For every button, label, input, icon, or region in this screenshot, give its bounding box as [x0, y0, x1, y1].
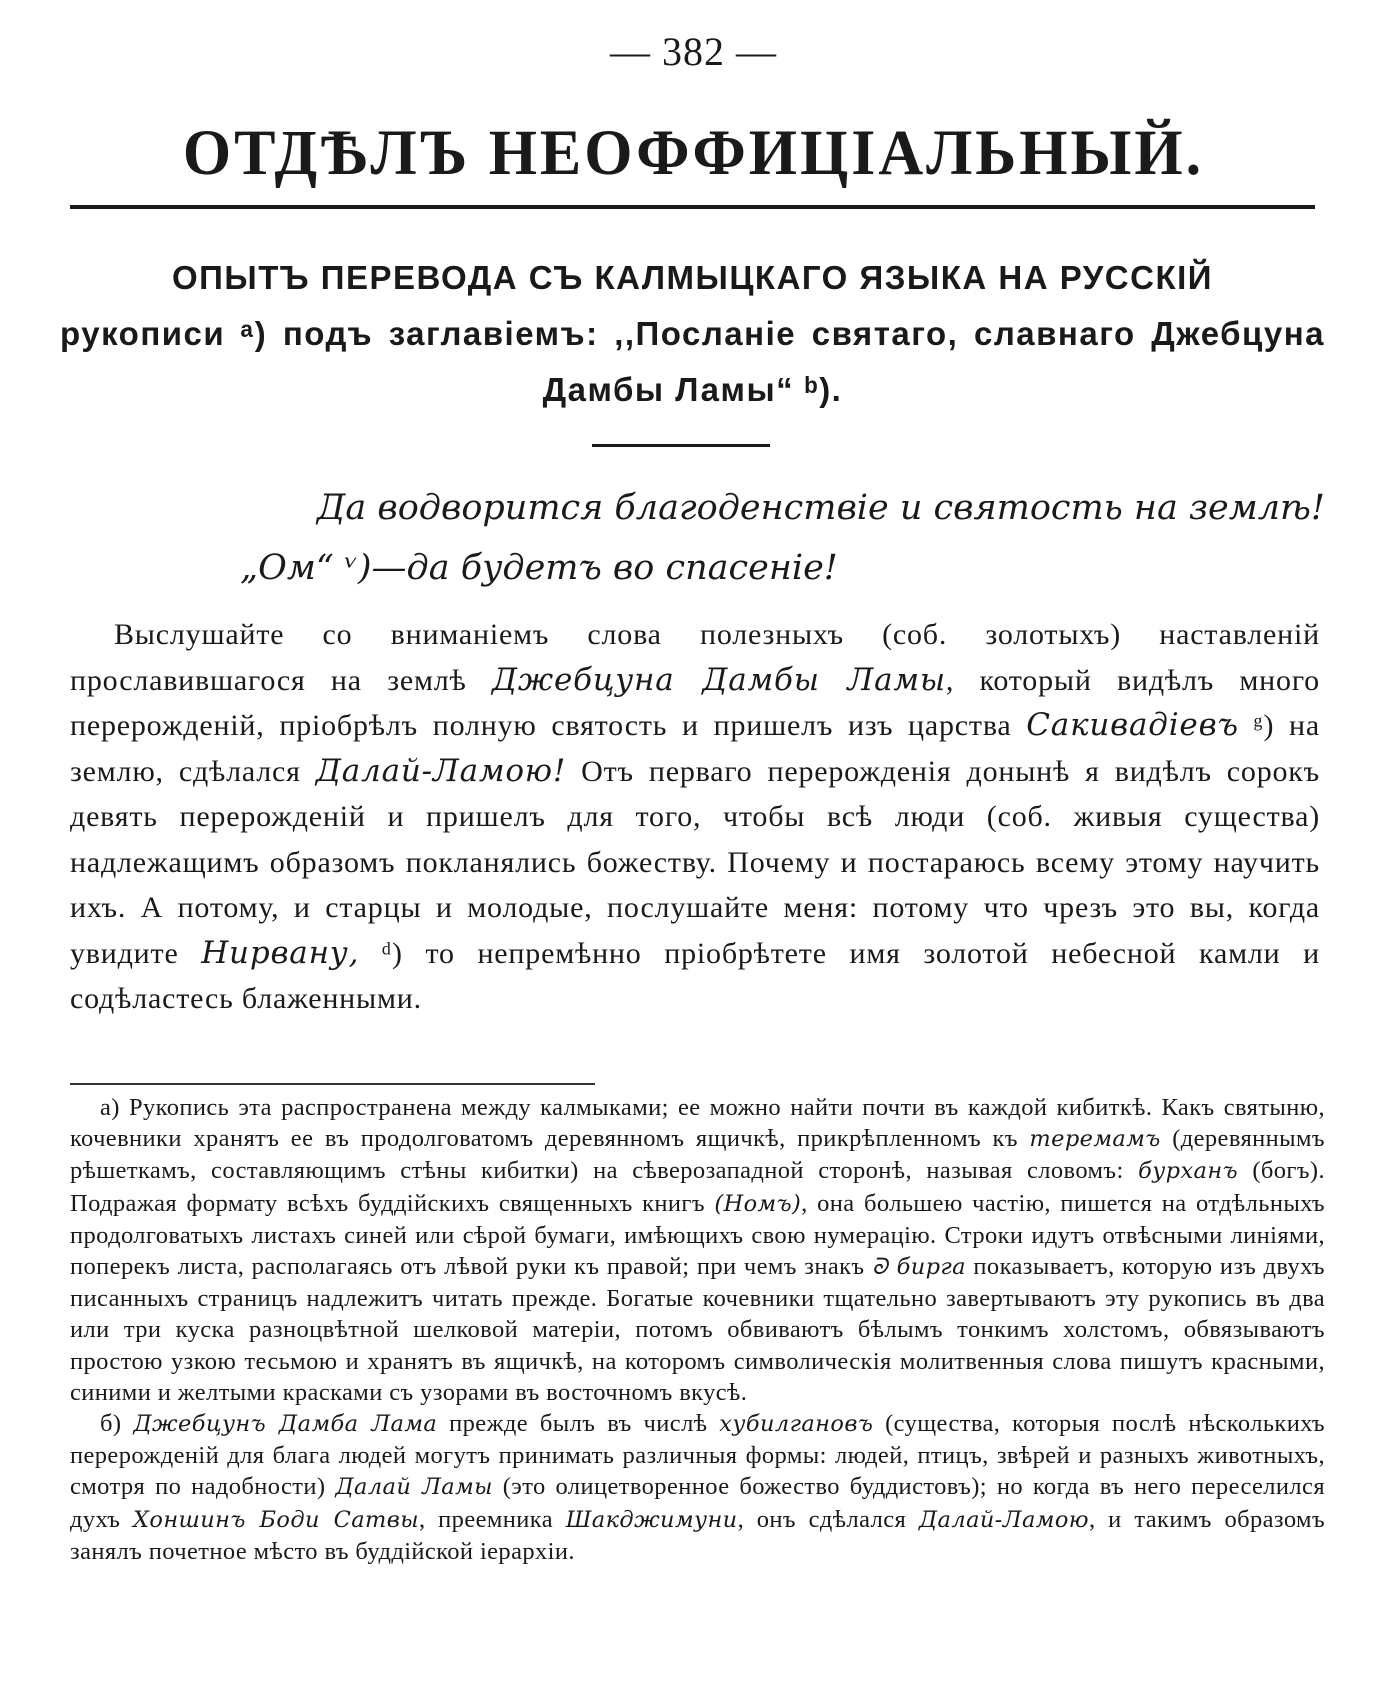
- footnote-text: (существа, которыя послѣ нѣсколькихъ перерожденій для блага людей могутъ принимать различныя формы: людей, птицъ, звѣрей и разныхъ животныхъ, смотря по надобности): [70, 1410, 1325, 1501]
- footnote-a: [70, 1092, 1325, 1408]
- footnote-emphasis: теремамъ: [1029, 1126, 1161, 1153]
- section-title: ОТДѢЛЪ НЕОФФИЦІАЛЬНЫЙ.: [182, 117, 1205, 189]
- body-emphasis: Джебцуна Дамбы Ламы: [491, 661, 946, 698]
- footnote-text: , онъ сдѣлался: [737, 1505, 919, 1533]
- footnote-emphasis: Хоншинъ Боди Сатвы: [132, 1506, 419, 1533]
- footnote-emphasis: Далай-Ламою: [918, 1506, 1089, 1533]
- footnote-emphasis: Шакджимуни: [565, 1506, 738, 1533]
- body-emphasis: Далай-Ламою!: [315, 752, 567, 789]
- footnote-text: а) Рукопись эта распространена между калмыками; ее можно найти почти въ каждой кибиткѣ. Какъ святыню, кочевники хранятъ ее въ продолговатомъ деревянномъ ящичкѣ, прикрѣпленномъ къ: [70, 1094, 1325, 1153]
- footnote-emphasis: Далай Ламы: [335, 1474, 493, 1501]
- footnote-emphasis: Джебцунъ Дамба Лама: [133, 1411, 438, 1438]
- footnote-emphasis: бурханъ: [1138, 1158, 1238, 1185]
- footnote-text: показываетъ, которую изъ двухъ писанныхъ страницъ надлежитъ читать прежде. Богатые кочевники тщательно завертываютъ эту рукопись въ два или три куска разноцвѣтной шелковой матеріи, потомъ обвиваютъ бѣлымъ тонкимъ холстомъ, обвязываютъ простою узкою тесьмою и хранятъ въ ящичкѣ, на которомъ символическія молитвенныя слова пишутъ красными, синими и желтыми красками съ узорами въ восточномъ вкусѣ.: [70, 1253, 1325, 1406]
- epigraph-line-1: Да водворится благоденствіе и святость на землѣ!: [316, 488, 1325, 528]
- body-emphasis: Сакивадіевъ: [1026, 707, 1239, 743]
- footnote-emphasis: хубилгановъ: [719, 1411, 874, 1438]
- body-text: ᵈ) то непремѣнно пріобрѣтете имя золотой небесной камли и содѣластесь блаженными.: [70, 936, 1320, 1015]
- title-divider: [592, 444, 770, 447]
- epigraph-line-2: „Ом“ ᵛ)—да будетъ во спасеніе!: [240, 548, 838, 588]
- footnote-emphasis: ᘐ бирга: [871, 1254, 966, 1281]
- article-title: [60, 250, 1325, 418]
- body-paragraph: [70, 612, 1320, 1022]
- footnote-emphasis: (Номъ): [714, 1190, 802, 1217]
- header-rule: [70, 205, 1315, 209]
- article-title-line-1: ОПЫТЪ ПЕРЕВОДА СЪ КАЛМЫЦКАГО ЯЗЫКА НА РУССКІЙ: [172, 259, 1213, 296]
- body-emphasis: Нирвану,: [201, 934, 360, 971]
- footnote-rule: [70, 1083, 595, 1085]
- footnote-text: (богъ). Подражая формату всѣхъ буддійскихъ священныхъ книгъ: [70, 1157, 1325, 1217]
- page-number: — 382 —: [610, 29, 777, 74]
- body-text: , который видѣлъ много перерожденій, пріобрѣлъ полную святость и пришелъ изъ царства: [70, 663, 1320, 742]
- article-title-line-2: рукописи ᵃ) подъ заглавіемъ: ,,Посланіе святаго, славнаго Джебцуна: [60, 315, 1325, 352]
- body-text: Отъ перваго перерожденія донынѣ я видѣлъ сорокъ девять перерожденій и пришелъ для того, чтобы всѣ люди (соб. живыя существа) надлежащимъ образомъ покланялись божеству. Почему и постараюсь всему этому научить ихъ. А потому, и старцы и молодые, послушайте меня: потому что чрезъ это вы, когда увидите: [70, 754, 1320, 970]
- body-text: Выслушайте со вниманіемъ слова полезныхъ (соб. золотыхъ) наставленій прославившагося на землѣ: [70, 618, 1320, 697]
- article-title-line-3: Дамбы Ламы“ ᵇ).: [542, 371, 843, 408]
- footnote-b: [70, 1408, 1325, 1567]
- body-text: ᵍ) на землю, сдѣлался: [70, 709, 1320, 788]
- footnote-text: , преемника: [418, 1505, 566, 1533]
- footnote-text: (это олицетворенное божество буддистовъ); но когда въ него переселился духъ: [70, 1473, 1326, 1533]
- footnotes: [70, 1092, 1325, 1567]
- footnote-text: прежде былъ въ числѣ: [437, 1410, 720, 1438]
- footnote-text: , она большею частію, пишется на отдѣльныхъ продолговатыхъ листахъ синей или сѣрой бумаги, имѣющихъ свою нумерацію. Строки идутъ отвѣсными линіями, поперекъ листа, располагаясь отъ лѣвой руки къ правой; при чемъ знакъ: [70, 1189, 1325, 1281]
- epigraph: [240, 478, 1325, 598]
- footnote-text: (деревяннымъ рѣшеткамъ, составляющимъ стѣны кибитки) на сѣверозападной сторонѣ, называя словомъ:: [70, 1125, 1325, 1185]
- footnote-text: , и такимъ образомъ занялъ почетное мѣсто въ буддійской іерархіи.: [70, 1505, 1326, 1565]
- footnote-text: б): [100, 1410, 134, 1438]
